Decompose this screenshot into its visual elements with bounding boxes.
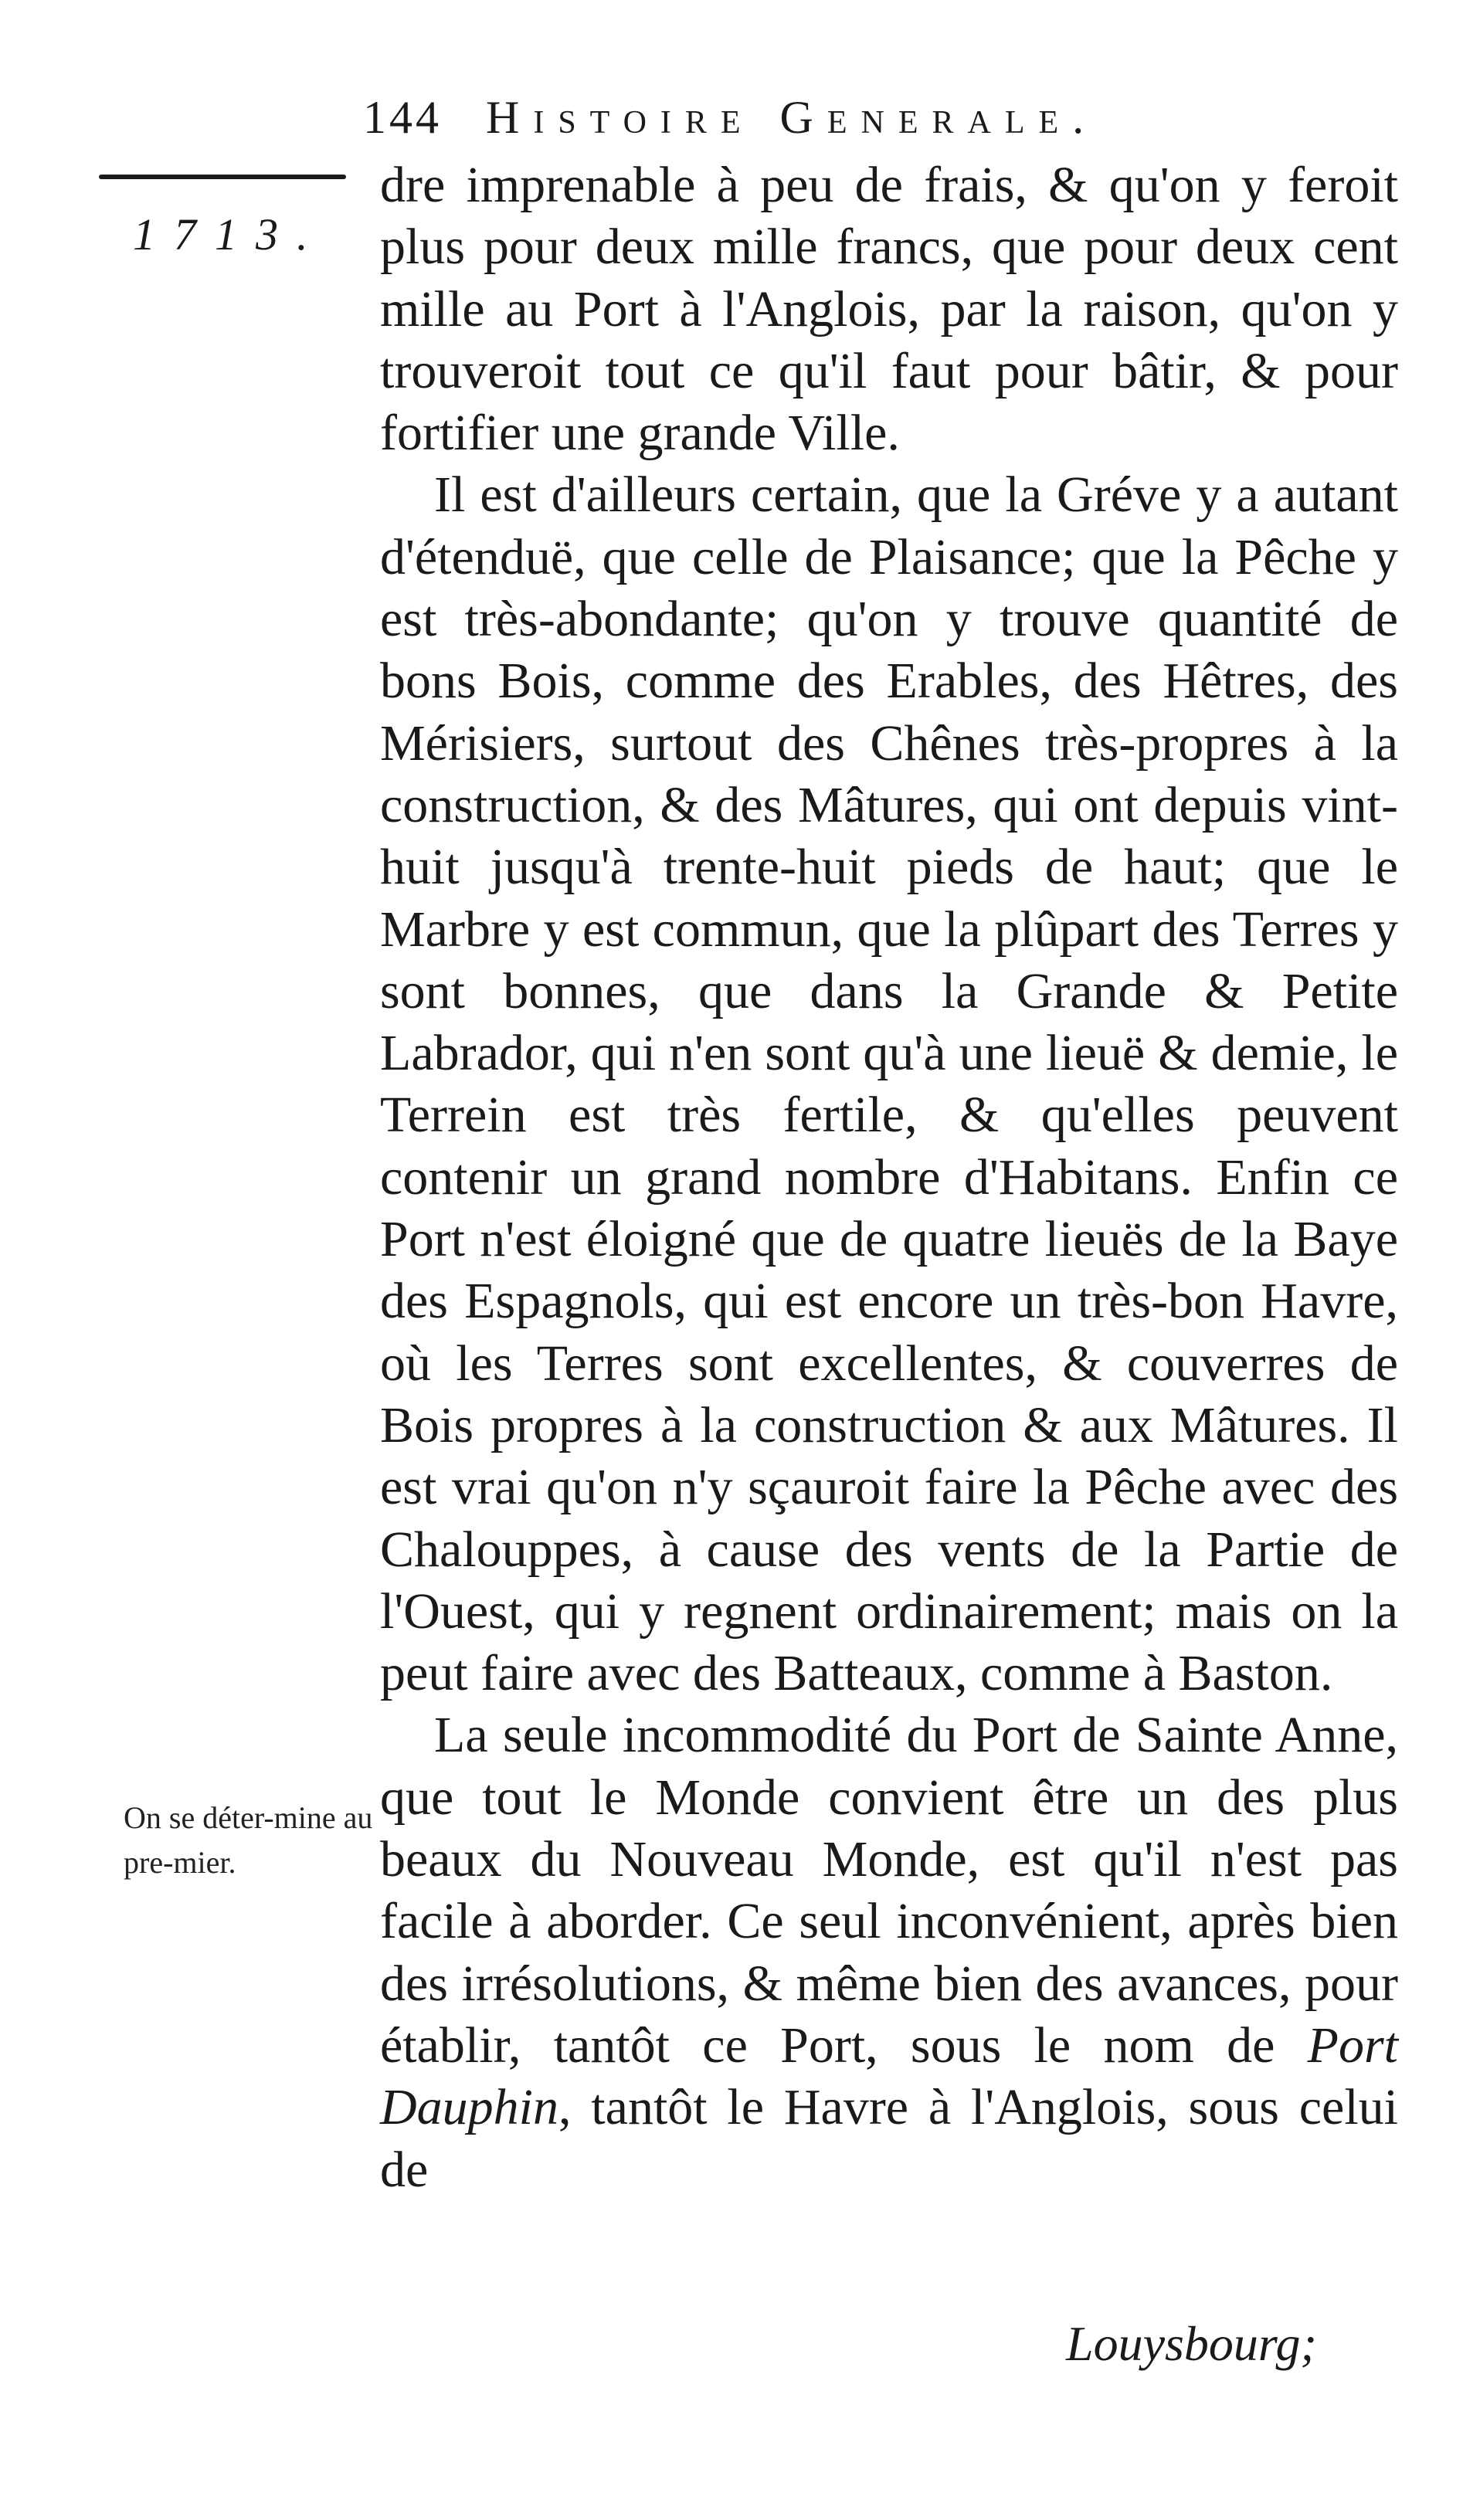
paragraph-1: dre imprenable à peu de frais, & qu'on y feroit plus pour deux mille francs, que pour deux cent mille au Port à l'Anglois, par la raison, qu'on y trouveroit tout ce qu'il faut pour bâtir, & pour fortifier une grande Ville. xyxy=(380,157,1398,462)
paragraph-2: Il est d'ailleurs certain, que la Gréve y a autant d'étenduë, que celle de Plaisance; que la Pêche y est très-abondante; qu'on y trouve quantité de bons Bois, comme des Erables, des Hêtres, des Mérisiers, surtout des Chênes très-propres à la construction, & des Mâtures, qui ont depuis vint-huit jusqu'à trente-huit pieds de haut; que le Marbre y est commun, que la plûpart des Terres y sont bonnes, que dans la Grande & Petite Labrador, qui n'en sont qu'à une lieuë & demie, le Terrein est très fertile, & qu'elles peuvent contenir un grand nombre d'Habitans. Enfin ce Port n'est éloigné que de quatre lieuës de la Baye des Espagnols, qui est encore un très-bon Havre, où les Terres sont excellentes, & couverres de Bois propres à la construction & aux Mâtures. Il est vrai qu'on n'y sçauroit faire la Pêche avec des Chalouppes, à cause des vents de la Partie de l'Ouest, qui y regnent ordinairement; mais on la peut faire avec des Batteaux, comme à Baston. xyxy=(380,466,1398,1702)
body-text xyxy=(380,154,1398,2201)
running-header xyxy=(363,91,1398,144)
margin-year: 1713. xyxy=(133,209,327,259)
page-number: 144 xyxy=(363,92,442,143)
margin-rule xyxy=(99,175,346,179)
paragraph-3-italic-place: Port Dauphin xyxy=(380,2016,1398,2136)
paragraph-3-text-a: La seule incommodité du Port de Sainte Anne, que tout le Monde convient être un des plus beaux du Nouveau Monde, est qu'il n'est pas facile à aborder. Ce seul inconvénient, après bien des irrésolutions, & même bien des avances, pour établir, tantôt ce Port, sous le nom de xyxy=(380,1707,1398,2074)
margin-note: On se déter-mine au pre-mier. xyxy=(124,1800,373,1880)
catchword: Louysbourg; xyxy=(1066,2316,1317,2371)
paragraph-3-text-b: , tantôt le Havre à l'Anglois, sous celui de xyxy=(380,2079,1398,2198)
paragraph-3 xyxy=(380,1704,1398,2200)
running-title: Histoire Generale. xyxy=(486,92,1098,143)
